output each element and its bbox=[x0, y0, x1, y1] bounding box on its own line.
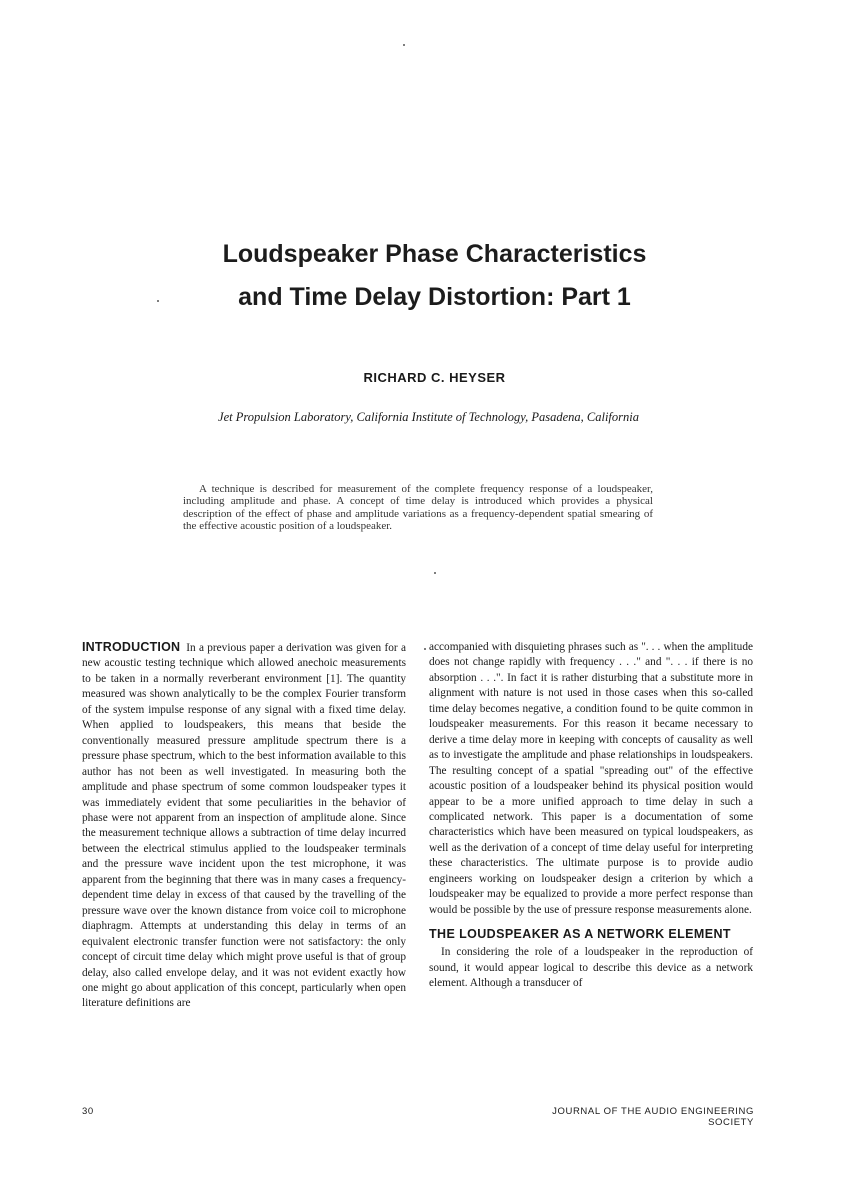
author-affiliation: Jet Propulsion Laboratory, California Institute of Technology, Pasadena, California bbox=[218, 410, 639, 424]
scan-speck bbox=[434, 572, 436, 574]
paper-title-line-1: Loudspeaker Phase Characteristics bbox=[222, 240, 647, 268]
right-column bbox=[429, 640, 753, 992]
continued-paragraph: accompanied with disquieting phrases such as ". . . when the amplitude does not change rapidly with frequency . . ." and ". . . if there is no absorption . . .". In fact it is rather disturbing that a substitute more in alignment with nature is not used in those cases when this so-called time delay becomes negative, a condition found to be quite common in loudspeaker measurements. For this reason it became necessary to derive a time delay more in keeping with concepts of causality as well as to investigate the amplitude and phase relationships in loudspeakers. The resulting concept of a spatial "spreading out" of the effective acoustic position of a loudspeaker behind its physical position would appear to be a more unified approach to time delay in such a complicated network. This paper is a documentation of some characteristics which have been measured on typical loudspeakers, as well as the derivation of a concept of time delay useful for interpreting these characteristics. The ultimate purpose is to provide audio engineers working on loudspeaker design a criterion by which a loudspeaker may be equalized to provide a more perfect response than would be possible by the use of pressure response measurements alone. bbox=[429, 641, 753, 916]
section-heading: THE LOUDSPEAKER AS A NETWORK ELEMENT bbox=[429, 927, 731, 942]
page-number: 30 bbox=[82, 1106, 94, 1117]
introduction-paragraph bbox=[82, 640, 406, 1012]
scan-speck bbox=[424, 648, 426, 650]
introduction-heading: INTRODUCTION bbox=[82, 640, 181, 654]
introduction-text: In a previous paper a derivation was given for a new acoustic testing technique which allowed anechoic measurements to be taken in a normally reverberant environment [1]. The quantity measured was shown analytically to be the complex Fourier transform of the system impulse response of any signal with a fixed time delay. When applied to loudspeakers, this means that beside the conventionally measured pressure amplitude spectrum there is a pressure phase spectrum, which to the best information available to this author has not been as well investigated. In measuring both the amplitude and phase spectrum of some common loudspeaker types it was immediately evident that some peculiarities in the behavior of phase were not apparent from an inspection of amplitude alone. Since the measurement technique allows a subtraction of time delay incurred between the electrical stimulus applied to the loudspeaker terminals and the pressure wave incident upon the test microphone, it was apparent from the beginning that there was in many cases a frequency-dependent time delay in excess of that caused by the travelling of the pressure wave over the known distance from voice coil to microphone diaphragm. Attempts at understanding this delay in terms of an equivalent electronic transfer function were not satisfactory: the only concept of circuit time delay which might prove useful is that of group delay, also called envelope delay, and it was not evident exactly how one might go about application of this concept, particularly when open literature definitions are bbox=[82, 642, 406, 1010]
journal-name: JOURNAL OF THE AUDIO ENGINEERING SOCIETY bbox=[552, 1106, 754, 1128]
abstract: A technique is described for measurement of the complete frequency response of a loudspeaker, including amplitude and phase. A concept of time delay is introduced which provides a physical description of the effect of phase and amplitude variations as a frequency-dependent spatial smearing of the effective acoustic position of a loudspeaker. bbox=[183, 483, 653, 532]
scan-speck bbox=[157, 300, 159, 302]
author-name: RICHARD C. HEYSER bbox=[363, 370, 506, 385]
paper-title-line-2: and Time Delay Distortion: Part 1 bbox=[238, 283, 631, 311]
left-column bbox=[82, 640, 406, 1012]
scan-speck bbox=[403, 44, 405, 46]
section-paragraph: In considering the role of a loudspeaker in the reproduction of sound, it would appear logical to describe this device as a network element. Although a transducer of bbox=[429, 946, 753, 990]
